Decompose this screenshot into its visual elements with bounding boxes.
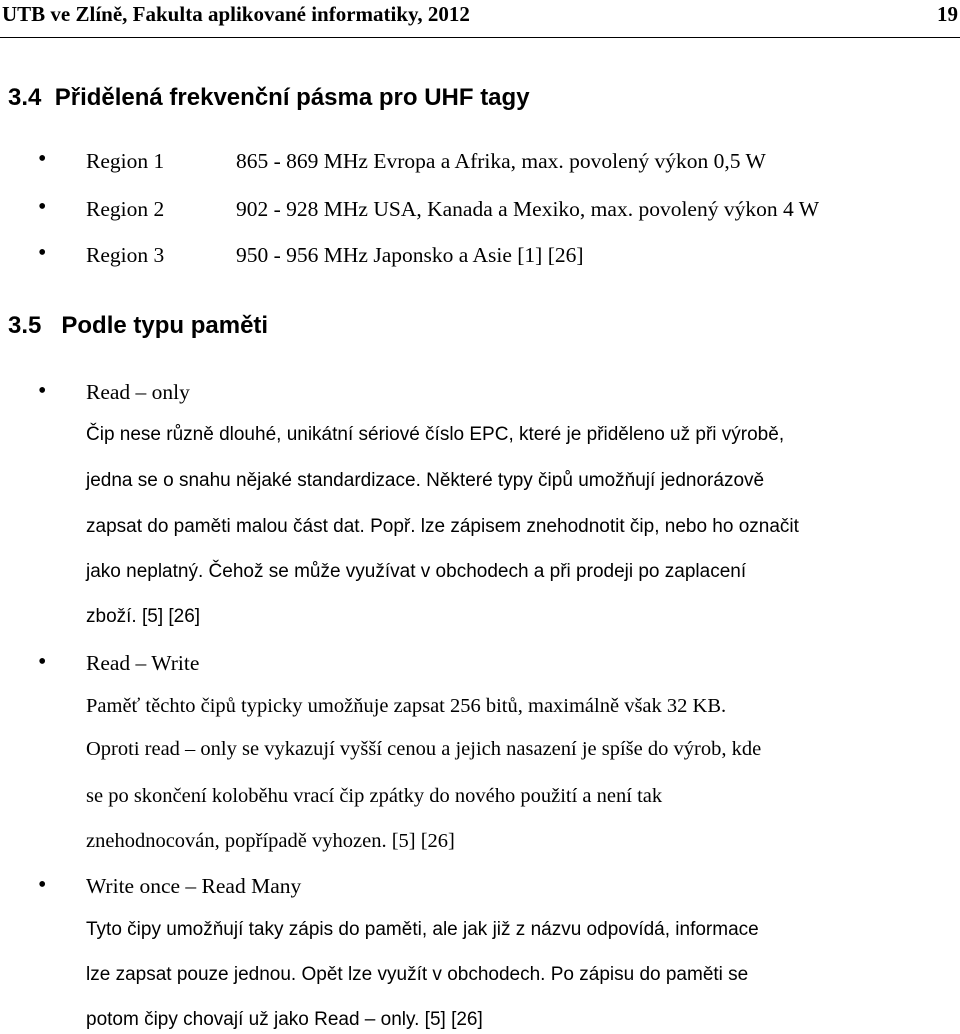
header-rule xyxy=(0,37,960,38)
paragraph-line: jedna se o snahu nějaké standardizace. Některé typy čipů umožňují jednorázově xyxy=(86,470,765,491)
section-title: Podle typu paměti xyxy=(61,312,269,339)
item-title: Write once – Read Many xyxy=(86,874,302,898)
region-value: 950 - 956 MHz Japonsko a Asie [1] [26] xyxy=(236,243,584,267)
paragraph-line: jako neplatný. Čehož se může využívat v obchodech a při prodeji po zaplacení xyxy=(86,561,747,582)
section-heading-3-5 xyxy=(8,312,268,340)
region-label: Region 2 xyxy=(86,197,165,221)
region-value: 902 - 928 MHz USA, Kanada a Mexiko, max. povolený výkon 4 W xyxy=(236,197,819,221)
item-title: Read – only xyxy=(86,380,190,404)
section-number: 3.4 xyxy=(8,84,42,111)
region-label: Region 3 xyxy=(86,243,165,267)
paragraph-line: lze zapsat pouze jednou. Opět lze využít v obchodech. Po zápisu do paměti se xyxy=(86,964,749,985)
bullet-icon: • xyxy=(38,872,47,898)
page-number: 19 xyxy=(937,2,958,26)
bullet-icon: • xyxy=(38,649,47,675)
section-title: Přidělená frekvenční pásma pro UHF tagy xyxy=(54,84,530,111)
item-title: Read – Write xyxy=(86,651,200,675)
section-heading-3-4 xyxy=(8,84,530,112)
paragraph-line: se po skončení koloběhu vrací čip zpátky do nového použití a není tak xyxy=(86,785,663,807)
bullet-icon: • xyxy=(38,378,47,404)
region-value: 865 - 869 MHz Evropa a Afrika, max. povolený výkon 0,5 W xyxy=(236,149,766,173)
region-label: Region 1 xyxy=(86,149,165,173)
paragraph-line: potom čipy chovají už jako Read – only. [5] [26] xyxy=(86,1009,483,1030)
bullet-icon: • xyxy=(38,194,47,220)
paragraph-line: Tyto čipy umožňují taky zápis do paměti, ale jak již z názvu odpovídá, informace xyxy=(86,919,759,940)
bullet-icon: • xyxy=(38,240,47,266)
bullet-icon: • xyxy=(38,146,47,172)
paragraph-line: znehodnocován, popřípadě vyhozen. [5] [26] xyxy=(86,830,455,852)
paragraph-line: Paměť těchto čipů typicky umožňuje zapsat 256 bitů, maximálně však 32 KB. xyxy=(86,695,727,717)
paragraph-line: zboží. [5] [26] xyxy=(86,606,201,627)
paragraph-line: Čip nese různě dlouhé, unikátní sériové číslo EPC, které je přiděleno už při výrobě, xyxy=(86,424,785,445)
paragraph-line: Oproti read – only se vykazují vyšší cenou a jejich nasazení je spíše do výrob, kde xyxy=(86,738,762,760)
header-title: UTB ve Zlíně, Fakulta aplikované informatiky, 2012 xyxy=(2,2,470,26)
section-number: 3.5 xyxy=(8,312,42,339)
paragraph-line: zapsat do paměti malou část dat. Popř. lze zápisem znehodnotit čip, nebo ho označit xyxy=(86,516,799,537)
page-header xyxy=(0,0,960,42)
